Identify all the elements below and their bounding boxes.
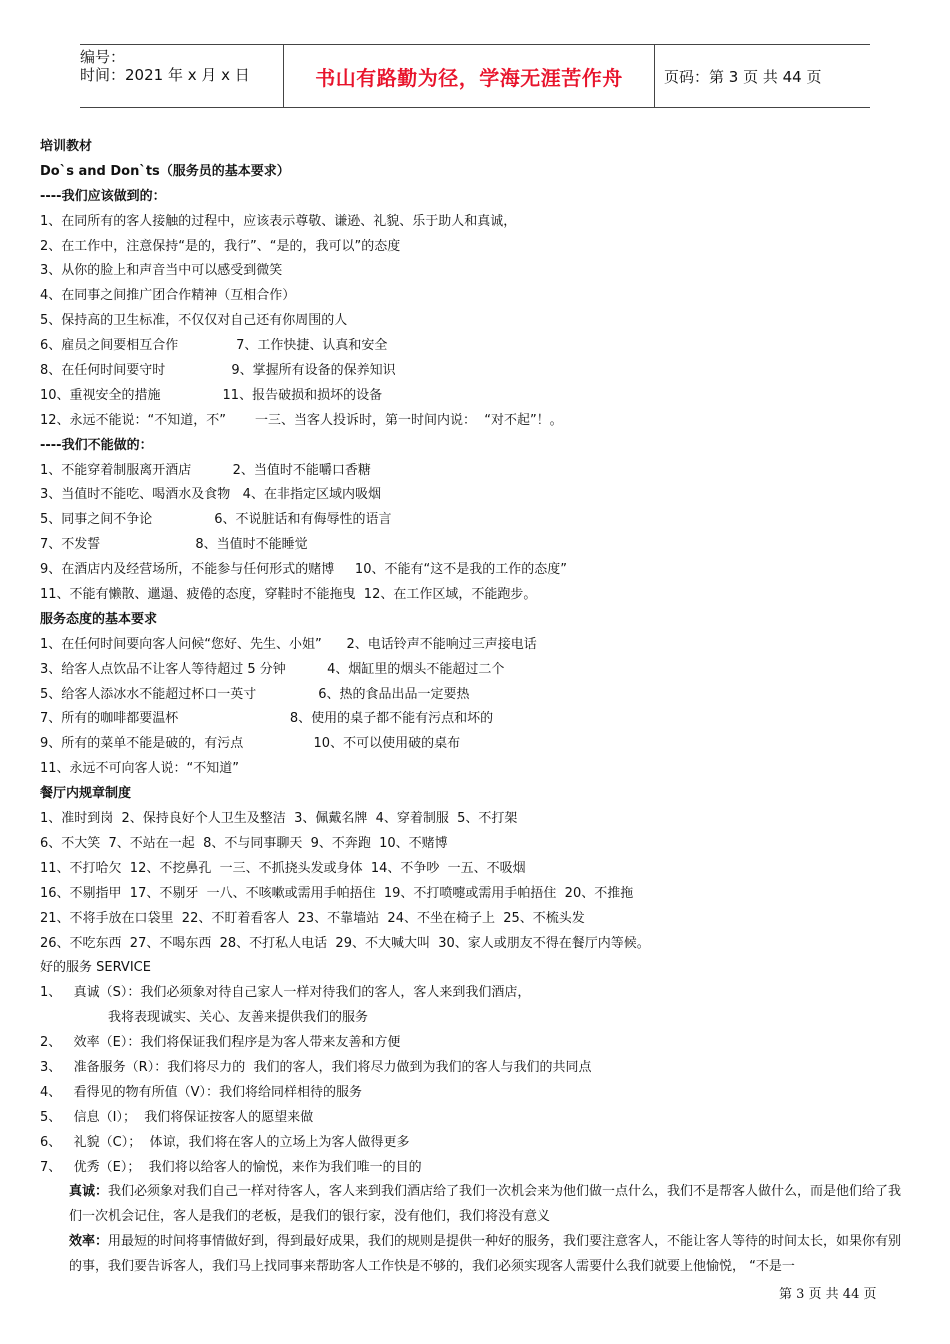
text-line: 6、 礼貌（C）； 体谅，我们将在客人的立场上为客人做得更多: [40, 1134, 410, 1150]
text-line: 3、从你的脸上和声音当中可以感受到微笑: [40, 263, 283, 279]
line-list: [40, 135, 920, 1180]
document-body: [40, 135, 920, 1280]
text-line: 10、重视安全的措施 11、报告破损和损坏的设备: [40, 387, 383, 403]
paragraph: [69, 1180, 912, 1230]
text-line: 21、不将手放在口袋里 22、不盯着看客人 23、不靠墙站 24、不坐在椅子上 25、不梳头发: [40, 910, 585, 926]
text-line: 1、不能穿着制服离开酒店 2、当值时不能嚼口香糖: [40, 462, 371, 478]
header-page-number: 页码：第 3 页 共 44 页: [664, 67, 822, 86]
section-heading: 餐厅内规章制度: [40, 786, 132, 802]
text-line: 5、保持高的卫生标准，不仅仅对自己还有你周围的人: [40, 313, 348, 329]
header-meta: [80, 45, 283, 107]
paragraph-list: [40, 1180, 920, 1280]
text-line: 5、同事之间不争论 6、不说脏话和有侮辱性的语言: [40, 512, 392, 528]
text-line: 11、不打哈欠 12、不挖鼻孔 一三、不抓挠头发或身体 14、不争吵 一五、不吸烟: [40, 860, 526, 876]
section-heading: 培训教材: [40, 139, 93, 154]
text-line: 1、准时到岗 2、保持良好个人卫生及整洁 3、佩戴名牌 4、穿着制服 5、不打架: [40, 811, 518, 827]
text-line: 2、在工作中，注意保持“是的，我行”、“是的，我可以”的态度: [40, 238, 401, 254]
header-motto: 书山有路勤为径，学海无涯苦作舟: [283, 45, 655, 107]
text-line: 好的服务 SERVICE: [40, 960, 151, 976]
text-line: 11、永远不可向客人说：“不知道”: [40, 761, 240, 777]
text-line: 5、 信息（I）； 我们将保证按客人的愿望来做: [40, 1109, 314, 1125]
paragraph-label: 真诚：: [69, 1184, 109, 1200]
text-line: 7、 优秀（E）； 我们将以给客人的愉悦，来作为我们唯一的目的: [40, 1159, 422, 1175]
text-line: 3、给客人点饮品不让客人等待超过 5 分钟 4、烟缸里的烟头不能超过二个: [40, 661, 505, 677]
text-line: 我将表现诚实、关心、友善来提供我们的服务: [108, 1010, 369, 1026]
text-line: 3、当值时不能吃、喝酒水及食物 4、在非指定区域内吸烟: [40, 487, 381, 503]
paragraph-text: 我们必须象对我们自己一样对待客人，客人来到我们酒店给了我们一次机会来为他们做一点什么，我们不是帮客人做什么，而是他们给了我们一次机会记住，客人是我们的老板，是我们的银行家，没有他们，我们将没有意义: [69, 1184, 902, 1225]
text-line: 11、不能有懒散、邋遢、疲倦的态度，穿鞋时不能拖曳 12、在工作区域，不能跑步。: [40, 587, 537, 603]
paragraph: [69, 1230, 912, 1280]
text-line: 26、不吃东西 27、不喝东西 28、不打私人电话 29、不大喊大叫 30、家人或朋友不得在餐厅内等候。: [40, 935, 650, 951]
section-heading: Do`s and Don`ts（服务员的基本要求）: [40, 163, 290, 179]
text-line: 7、所有的咖啡都要温杯 8、使用的桌子都不能有污点和坏的: [40, 711, 494, 727]
page-header: [80, 44, 870, 108]
page-footer: 第 3 页 共 44 页: [779, 1287, 877, 1302]
section-heading: 服务态度的基本要求: [40, 611, 158, 627]
text-line: 6、不大笑 7、不站在一起 8、不与同事聊天 9、不奔跑 10、不赌博: [40, 835, 448, 851]
text-line: 8、在任何时间要守时 9、掌握所有设备的保养知识: [40, 363, 396, 379]
text-line: 3、 准备服务（R）：我们将尽力的 我们的客人，我们将尽力做到为我们的客人与我们的共同点: [40, 1059, 592, 1075]
section-heading: ----我们应该做到的：: [40, 188, 166, 204]
text-line: 2、 效率（E）：我们将保证我们程序是为客人带来友善和方便: [40, 1035, 401, 1051]
text-line: 1、 真诚（S）：我们必须象对待自己家人一样对待我们的客人，客人来到我们酒店，: [40, 985, 531, 1001]
paragraph-text: 用最短的时间将事情做好到，得到最好成果，我们的规则是提供一种好的服务，我们要注意客人，不能让客人等待的时间太长，如果你有别的事，我们要告诉客人，我们马上找同事来帮助客人工作快是不够的，我们必须实现客人需要什么我们就要上他愉悦， “不是一: [69, 1234, 902, 1275]
time-label: 时间：2021 年 x 月 x 日: [80, 66, 250, 84]
section-heading: ----我们不能做的：: [40, 437, 153, 453]
text-line: 1、在任何时间要向客人问候“您好、先生、小姐” 2、电话铃声不能响过三声接电话: [40, 636, 537, 652]
text-line: 4、在同事之间推广团合作精神（互相合作）: [40, 288, 296, 304]
text-line: 7、不发誓 8、当值时不能睡觉: [40, 537, 308, 553]
text-line: 12、永远不能说：“不知道，不” 一三、当客人投诉时，第一时间内说： “对不起”！。: [40, 412, 563, 428]
text-line: 9、所有的菜单不能是破的，有污点 10、不可以使用破的桌布: [40, 736, 461, 752]
paragraph-label: 效率：: [69, 1234, 109, 1250]
code-label: 编号：: [80, 48, 126, 66]
text-line: 9、在酒店内及经营场所，不能参与任何形式的赌博 10、不能有“这不是我的工作的态度”: [40, 562, 567, 578]
text-line: 5、给客人添冰水不能超过杯口一英寸 6、热的食品出品一定要热: [40, 686, 470, 702]
text-line: 1、在同所有的客人接触的过程中，应该表示尊敬、谦逊、礼貌、乐于助人和真诚，: [40, 213, 517, 229]
text-line: 6、雇员之间要相互合作 7、工作快捷、认真和安全: [40, 338, 388, 354]
text-line: 4、 看得见的物有所值（V）：我们将给同样相待的服务: [40, 1084, 363, 1100]
text-line: 16、不剔指甲 17、不剔牙 一八、不咳嗽或需用手帕捂住 19、不打喷嚏或需用手帕捂住 20、不推拖: [40, 885, 634, 901]
